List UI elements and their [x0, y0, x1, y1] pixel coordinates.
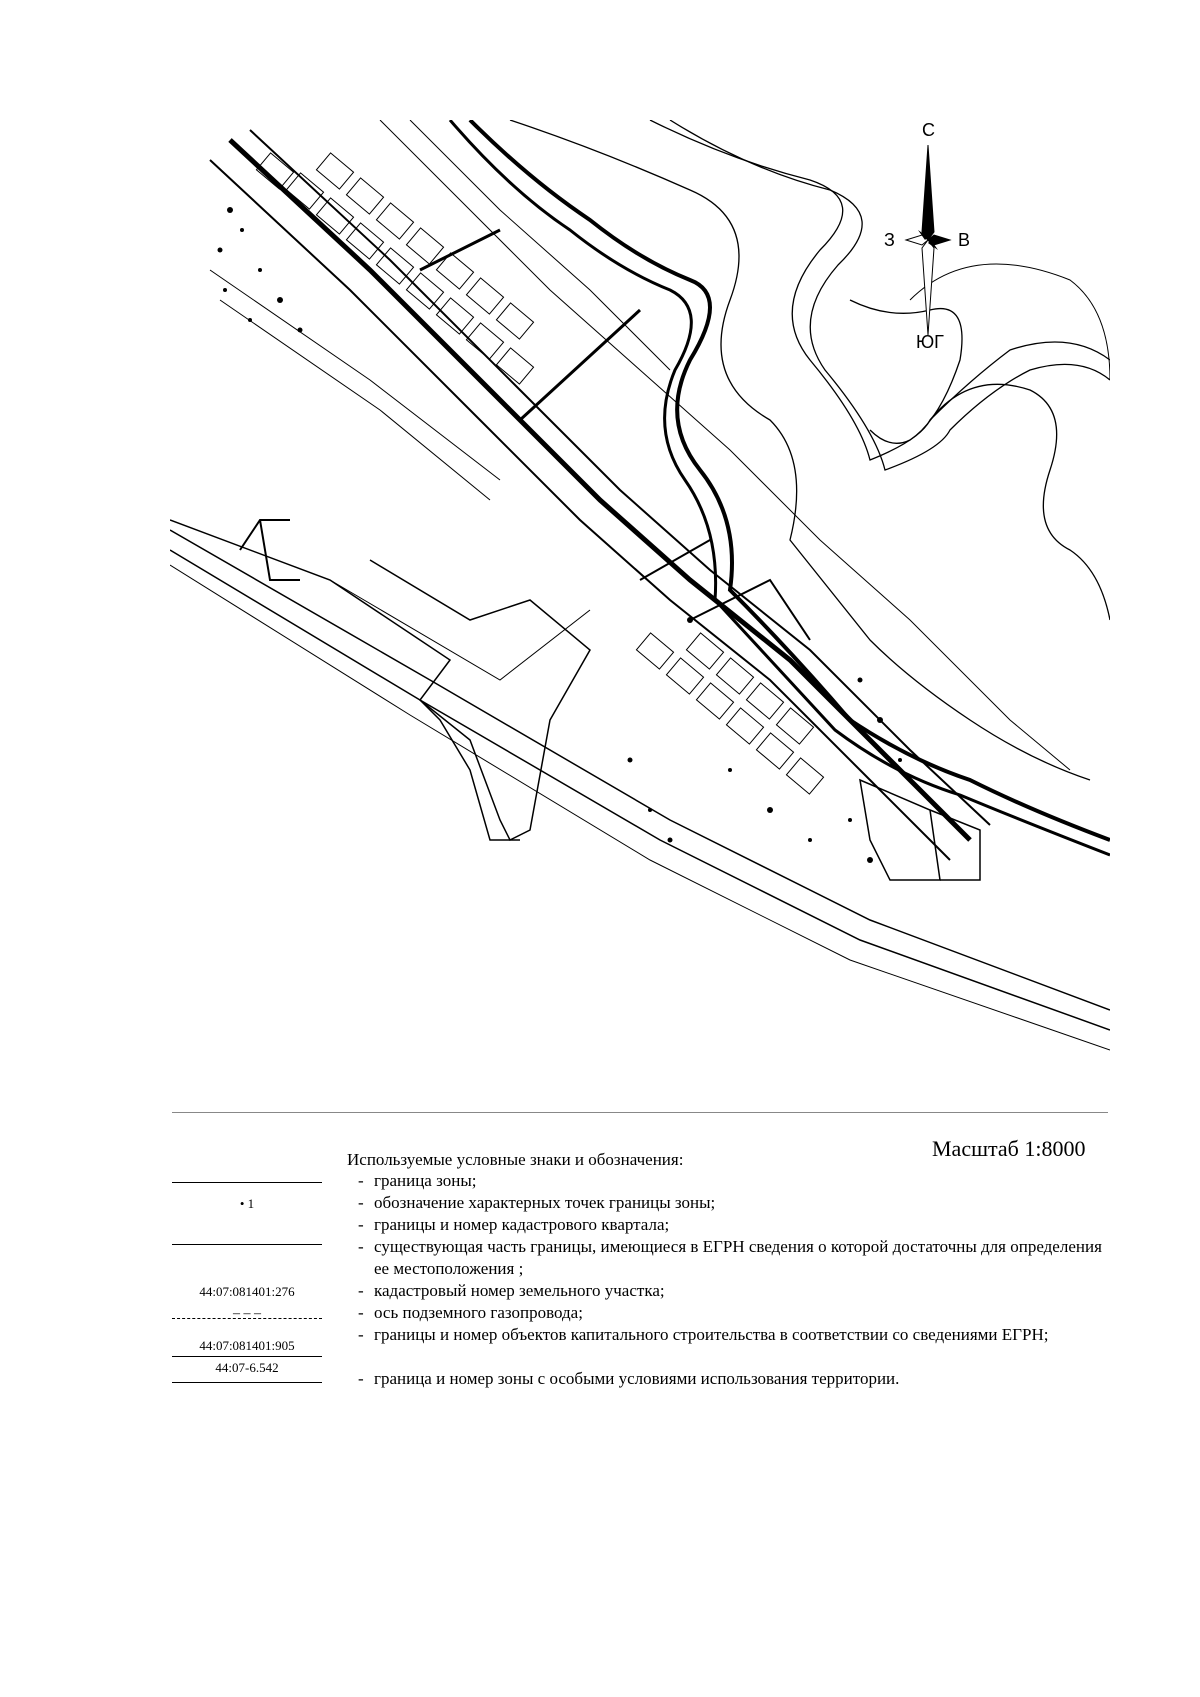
- street-edge-2: [210, 160, 950, 860]
- legend-symbol-zone-boundary: [172, 1182, 322, 1183]
- legend-item-points: - обозначение характерных точек границы зоны;: [358, 1193, 716, 1212]
- lots-upper: [256, 153, 533, 384]
- legend-symbol-building-line: [172, 1356, 322, 1357]
- legend-item-gas-axis: - ось подземного газопровода;: [358, 1303, 583, 1322]
- river-loop-2: [930, 384, 1110, 620]
- legend-divider: [172, 1112, 1108, 1113]
- railway-line-2: [220, 300, 490, 500]
- legend-symbol-existing-boundary: [172, 1318, 322, 1319]
- street-axis: [230, 140, 970, 840]
- vegetation: [218, 207, 903, 863]
- legend-item-parcel-number: - кадастровый номер земельного участка;: [358, 1281, 665, 1300]
- compass-east: В: [958, 230, 971, 250]
- map-drawing: [170, 120, 1110, 1120]
- cross-street-1: [420, 230, 500, 270]
- legend-symbol-parcel-number: 44:07:081401:276: [199, 1284, 295, 1299]
- legend-item-existing-boundary: - существующая часть границы, имеющиеся в ЕГРН сведения о которой достаточны для определения ее местоположения ;: [358, 1237, 1102, 1278]
- legend-title: Используемые условные знаки и обозначения:: [347, 1150, 684, 1169]
- street-edge-4: [410, 120, 670, 370]
- street-edge-3: [380, 120, 1070, 770]
- legend-symbol-building-number: 44:07:081401:905: [199, 1338, 295, 1353]
- zone-boundary: [170, 520, 590, 840]
- river-contour-2: [670, 120, 1110, 470]
- zone-boundary-2: [420, 700, 520, 840]
- survey-line: [330, 580, 590, 680]
- legend-item-special-zone: - граница и номер зоны с особыми условиями использования территории.: [358, 1369, 900, 1388]
- cross-street-2: [520, 310, 640, 420]
- river-outer-ring: [910, 264, 1110, 380]
- building-block-right: [930, 810, 980, 880]
- cadastral-map: [170, 120, 1110, 1120]
- legend-item-zone-boundary: - граница зоны;: [358, 1171, 477, 1190]
- scale-label: Масштаб 1:8000: [932, 1136, 1086, 1161]
- road-line-2: [170, 550, 1110, 1030]
- legend-symbol-quarter-boundary: [172, 1244, 322, 1245]
- road-line-3: [170, 565, 1110, 1050]
- compass-north: С: [922, 120, 935, 140]
- river-loop: [850, 300, 962, 443]
- railway-line-1: [210, 270, 500, 480]
- road-line-1: [170, 530, 1110, 1010]
- compass-south: ЮГ: [916, 332, 944, 352]
- legend-item-quarter: - границы и номер кадастрового квартала;: [358, 1215, 670, 1234]
- legend-symbol-zone-number: 44:07-6.542: [215, 1360, 279, 1375]
- legend-item-buildings: - границы и номер объектов капитального строительства в соответствии со сведениями ЕГРН;: [358, 1325, 1049, 1344]
- river-contour-3: [510, 120, 1090, 780]
- legend-symbol-zone-line: [172, 1382, 322, 1383]
- compass-west: З: [884, 230, 895, 250]
- legend-symbol-gas-axis: – – –: [233, 1306, 261, 1321]
- legend-symbol-point: • 1: [239, 1196, 255, 1211]
- river-contour-1: [650, 120, 1110, 460]
